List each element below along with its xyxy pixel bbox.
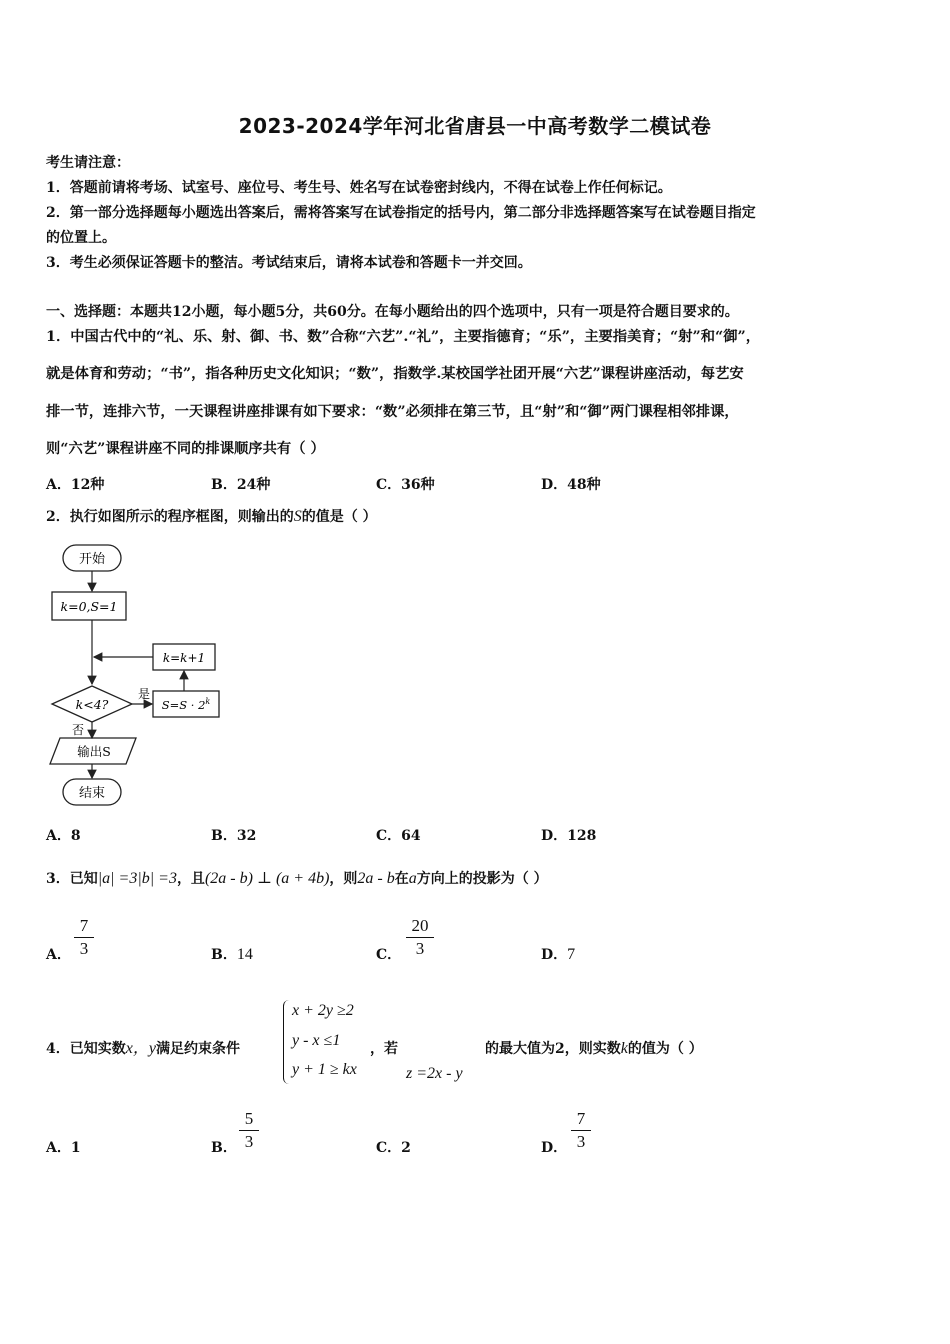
flow-end-label: 结束 (78, 786, 106, 801)
flow-no-label: 否 (72, 723, 85, 737)
q3-prefix: 3．已知 (46, 871, 98, 887)
q3-expr: 2a - b (357, 870, 395, 887)
q2-option-a (46, 825, 81, 845)
q4-vars: x，y (125, 1040, 156, 1057)
fraction-numerator: 7 (79, 916, 89, 935)
fraction-bar (74, 937, 94, 938)
notice-item-2: 2．第一部分选择题每小题选出答案后，需将答案写在试卷指定的括号内，第二部分非选择题答案写在试卷题目指定 (46, 205, 756, 221)
q4-k: k (620, 1040, 628, 1057)
fraction-denominator: 3 (79, 939, 89, 958)
q4-option-b-label: B． (211, 1140, 237, 1156)
option-label: C． (376, 1140, 402, 1156)
q2-option-c (376, 825, 421, 845)
q2-text-after: 的值是（ ） (301, 509, 377, 525)
fraction-numerator: 7 (576, 1109, 586, 1128)
notice-item-3: 3．考生必须保证答题卡的整洁。考试结束后，请将本试卷和答题卡一并交回。 (46, 255, 532, 271)
option-label: A． (46, 828, 71, 844)
option-label: A． (46, 477, 71, 493)
q1-line-3: 排一节，连排六节，一天课程讲座排课有如下要求：“数”必须排在第三节，且“射”和“御”两门课程相邻排课， (46, 404, 739, 420)
q3-cond1: |a| =3|b| =3 (97, 870, 177, 887)
q3-mid1: ，且 (176, 871, 205, 887)
q4-option-b-fraction (239, 1109, 259, 1152)
q3-option-a-fraction (74, 916, 94, 959)
flowchart (46, 540, 226, 810)
q3-option-b (211, 944, 253, 964)
q1-line-4: 则“六艺”课程讲座不同的排课顺序共有（ ） (46, 441, 325, 457)
q4-prefix: 4．已知实数 (46, 1041, 126, 1057)
q4-suffix-b: 的值为（ ） (627, 1041, 703, 1057)
option-value: 8 (70, 828, 81, 844)
q2-var: S (293, 508, 302, 525)
exam-title: 2023-2024学年河北省唐县一中高考数学二模试卷 (238, 114, 712, 138)
notice-item-1: 1．答题前请将考场、试室号、座位号、考生号、姓名写在试卷密封线内，不得在试卷上作任何标记。 (46, 180, 672, 196)
q4-constraint-1: x + 2y ≥2 (292, 1002, 354, 1019)
fraction-denominator: 3 (576, 1132, 586, 1151)
q3-cond2: (2a - b) ⊥ (a + 4b) (204, 870, 330, 887)
q4-mid: 满足约束条件 (155, 1041, 240, 1057)
q3-stem (46, 870, 548, 888)
flow-output-label: 输出S (77, 744, 111, 759)
option-value: 48种 (567, 477, 601, 493)
option-label: B． (211, 828, 237, 844)
q4-constraint-system (283, 1000, 384, 1084)
flow-inc-label: k=k+1 (162, 651, 206, 665)
flow-body-sup: k (205, 697, 211, 706)
q4-constraint-3: y + 1 ≥ kx (292, 1061, 357, 1078)
flow-init-label: k=0,S=1 (60, 599, 118, 614)
flow-start-label: 开始 (78, 552, 106, 567)
q2-stem (46, 508, 377, 526)
q2-option-d (541, 825, 596, 845)
fraction-bar (571, 1130, 591, 1131)
option-value: 1 (70, 1140, 81, 1156)
q3-mid2: ，则 (329, 871, 358, 887)
q1-option-b (211, 474, 270, 494)
q4-option-c (376, 1137, 411, 1157)
flow-cond-label: k<4? (75, 697, 109, 712)
option-value: 7 (567, 946, 576, 963)
q3-suffix: 方向上的投影为（ ） (416, 871, 548, 887)
q4-objective: z =2x - y (406, 1065, 463, 1082)
notice-item-2-cont: 的位置上。 (46, 230, 116, 246)
q3-mid3: 在 (394, 871, 409, 887)
q1-option-c (376, 474, 435, 494)
option-label: C． (376, 828, 402, 844)
q4-if: ，若 (370, 1041, 398, 1057)
q2-text-before: 2．执行如图所示的程序框图，则输出的 (46, 509, 294, 525)
q4-option-a (46, 1137, 81, 1157)
option-value: 24种 (236, 477, 271, 493)
notice-heading: 考生请注意： (46, 155, 130, 171)
q1-option-a (46, 474, 104, 494)
fraction-bar (239, 1130, 259, 1131)
option-value: 128 (567, 828, 597, 844)
q1-option-d (541, 474, 601, 494)
flow-body-label (162, 697, 211, 712)
option-label: B． (211, 477, 237, 493)
option-value: 12种 (70, 477, 105, 493)
q4-stem-right (485, 1040, 703, 1058)
option-value: 64 (401, 828, 421, 844)
q2-option-b (211, 825, 256, 845)
option-label: D． (541, 477, 568, 493)
flow-yes-label: 是 (138, 687, 151, 701)
flow-body-main: S=S · 2 (161, 698, 206, 712)
option-label: D． (541, 828, 568, 844)
option-value: 32 (236, 828, 257, 844)
q3-option-d (541, 944, 575, 964)
q1-line-1: 1．中国古代中的“礼、乐、射、御、书、数”合称“六艺”.“礼”，主要指德育；“乐”，主要指美育；“射”和“御”， (46, 329, 761, 345)
fraction-bar (406, 937, 434, 938)
q3-option-a-label: A． (46, 947, 71, 963)
section-heading: 一、选择题：本题共12小题，每小题5分，共60分。在每小题给出的四个选项中，只有一项是符合题目要求的。 (46, 304, 739, 320)
q4-suffix-a: 的最大值为2，则实数 (485, 1041, 621, 1057)
q4-option-d-fraction (571, 1109, 591, 1152)
q4-option-d-label: D． (541, 1140, 568, 1156)
option-label: B． (211, 947, 237, 963)
option-value: 36种 (401, 477, 435, 493)
option-label: D． (541, 947, 568, 963)
option-label: A． (46, 1140, 71, 1156)
q4-constraint-2: y - x ≤1 (292, 1032, 341, 1049)
q4-stem-left (46, 1040, 240, 1058)
q1-line-2: 就是体育和劳动；“书”，指各种历史文化知识；“数”，指数学.某校国学社团开展“六艺”课程讲座活动，每艺安 (46, 366, 744, 382)
q3-option-c-fraction (406, 916, 434, 959)
option-label: C． (376, 477, 402, 493)
fraction-denominator: 3 (244, 1132, 254, 1151)
option-value: 2 (401, 1140, 411, 1156)
fraction-numerator: 5 (244, 1109, 254, 1128)
fraction-denominator: 3 (415, 939, 425, 958)
fraction-numerator: 20 (411, 916, 429, 935)
option-value: 14 (236, 946, 253, 963)
q3-vec: a (408, 870, 417, 887)
q3-option-c-label: C． (376, 947, 402, 963)
